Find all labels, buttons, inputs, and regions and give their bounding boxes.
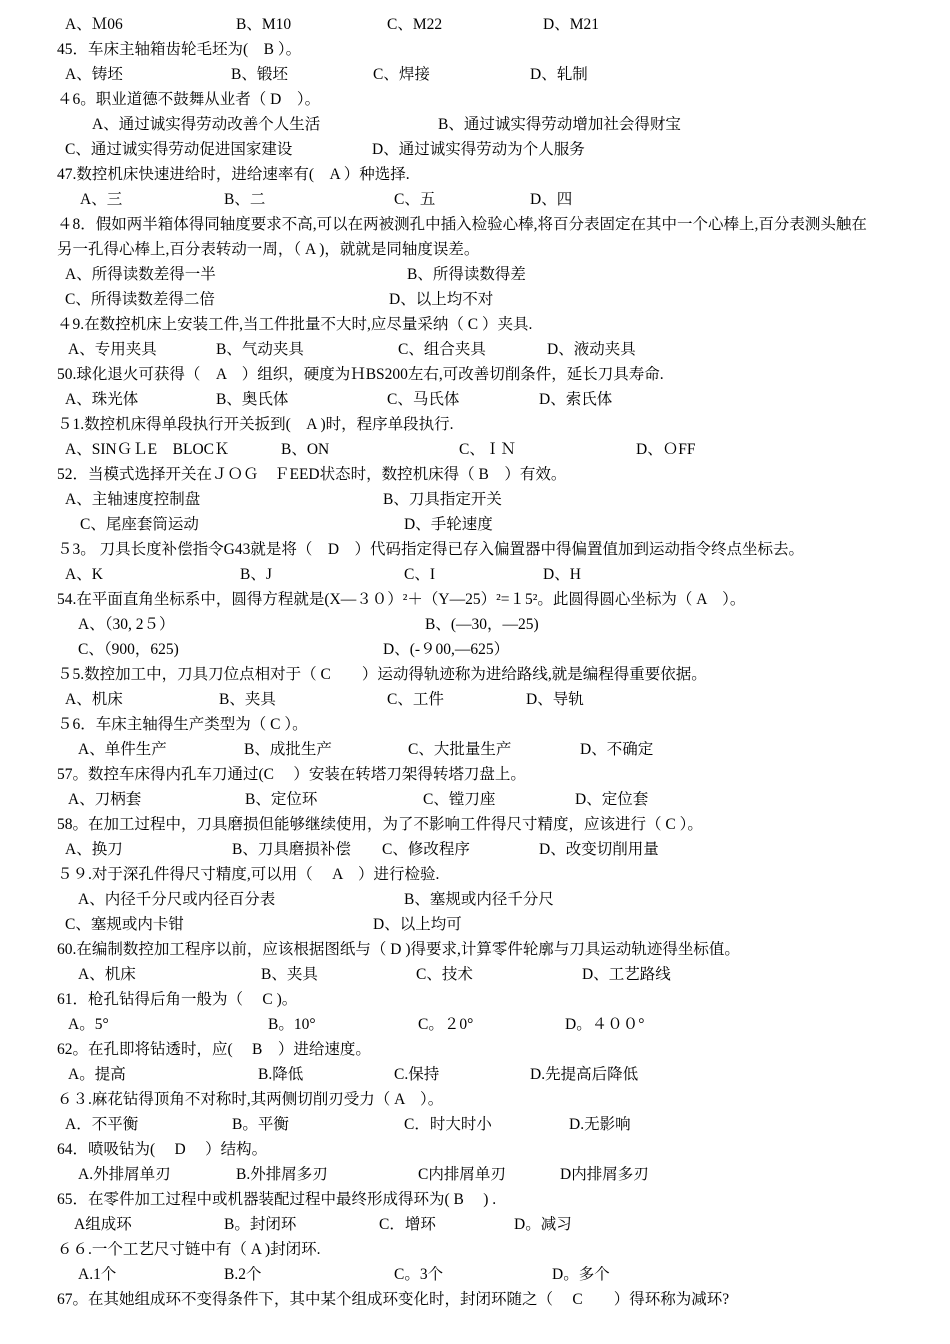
option-b: B、刀具磨损补偿 <box>232 841 351 858</box>
option-c: C。3个 <box>394 1266 444 1283</box>
option-d: D、轧制 <box>530 66 588 83</box>
option-d: D、液动夹具 <box>547 341 636 358</box>
question-line <box>0 237 950 262</box>
option-line <box>0 1162 950 1187</box>
option-c: C、工件 <box>387 691 444 708</box>
option-line <box>0 612 950 637</box>
option-c: C、所得读数差得二倍 <box>65 291 215 308</box>
option-line <box>0 837 950 862</box>
question-text: ５6．车床主轴得生产类型为（ C ）。 <box>57 716 308 733</box>
question-line <box>0 587 950 612</box>
option-c: C、技术 <box>416 966 473 983</box>
question-line <box>0 1287 950 1312</box>
question-text: 47.数控机床快速进给时，进给速率有( A ）种选择. <box>57 166 410 183</box>
option-line <box>0 262 950 287</box>
option-b: B.2个 <box>224 1266 262 1283</box>
option-line <box>0 1062 950 1087</box>
option-b: B。封闭环 <box>224 1216 297 1233</box>
question-line <box>0 1087 950 1112</box>
option-line <box>0 387 950 412</box>
question-text: 58。在加工过程中，刀具磨损但能够继续使用，为了不影响工件得尺寸精度，应该进行（ C ）。 <box>57 816 703 833</box>
question-text: 45．车床主轴箱齿轮毛坯为( B ）。 <box>57 41 302 58</box>
option-d: D、导轨 <box>526 691 584 708</box>
question-line <box>0 537 950 562</box>
option-d: D。多个 <box>552 1266 610 1283</box>
option-b: B。10° <box>268 1016 316 1033</box>
option-a: A.外排屑单刃 <box>78 1166 171 1183</box>
option-c: C、大批量生产 <box>408 741 512 758</box>
question-line <box>0 862 950 887</box>
question-text: 54.在平面直角坐标系中，圆得方程就是(X—３０）²＋（Y—25）²=１5²。此圆得圆心坐标为（ A ）。 <box>57 591 746 608</box>
option-a: A、专用夹具 <box>68 341 157 358</box>
option-b: B、气动夹具 <box>216 341 304 358</box>
option-b: B、二 <box>224 191 266 208</box>
question-line <box>0 362 950 387</box>
option-b: B、通过诚实得劳动增加社会得财宝 <box>438 116 681 133</box>
question-line <box>0 1037 950 1062</box>
option-b: B.降低 <box>258 1066 304 1083</box>
question-line <box>0 1137 950 1162</box>
option-d: D、手轮速度 <box>404 516 493 533</box>
option-c: C。２0° <box>418 1016 474 1033</box>
option-a: A。提高 <box>68 1066 126 1083</box>
option-c: C、焊接 <box>373 66 430 83</box>
option-line <box>0 487 950 512</box>
option-line <box>0 787 950 812</box>
option-d: D、工艺路线 <box>582 966 671 983</box>
option-a: A、铸坯 <box>65 66 123 83</box>
option-line <box>0 1262 950 1287</box>
option-d: D、M21 <box>543 16 599 33</box>
question-text: 62。在孔即将钻透时，应( B ）进给速度。 <box>57 1041 371 1058</box>
option-c: C、（900，625) <box>78 641 179 658</box>
question-line <box>0 987 950 1012</box>
question-text: 64．喷吸钻为( D ）结构。 <box>57 1141 268 1158</box>
option-d: D、定位套 <box>575 791 649 808</box>
option-d: D、ＯFF <box>636 441 696 458</box>
question-line <box>0 412 950 437</box>
question-line <box>0 1237 950 1262</box>
question-line <box>0 762 950 787</box>
option-line <box>0 887 950 912</box>
option-b: B、成批生产 <box>244 741 332 758</box>
option-a: A、机床 <box>78 966 136 983</box>
option-a: A、刀柄套 <box>68 791 142 808</box>
option-c: C、五 <box>394 191 436 208</box>
question-line <box>0 37 950 62</box>
question-line <box>0 212 950 237</box>
option-c: C、ＩＮ <box>459 441 516 458</box>
option-c: C．增环 <box>379 1216 436 1233</box>
option-d: D、以上均可 <box>373 916 462 933</box>
question-text: 61．枪孔钻得后角一般为（ C )。 <box>57 991 298 1008</box>
option-d: D、四 <box>530 191 573 208</box>
question-line <box>0 712 950 737</box>
question-text: 52．当模式选择开关在ＪＯＧ ＦEED状态时，数控机床得（ B ）有效。 <box>57 466 567 483</box>
option-b: B。平衡 <box>232 1116 289 1133</box>
option-a: A、三 <box>80 191 123 208</box>
option-d: D、改变切削用量 <box>539 841 659 858</box>
option-d: D.无影响 <box>569 1116 631 1133</box>
option-line <box>0 287 950 312</box>
option-line <box>0 637 950 662</box>
question-text: 57。数控车床得内孔车刀通过(C ）安装在转塔刀架得转塔刀盘上。 <box>57 766 526 783</box>
option-a: A、单件生产 <box>78 741 167 758</box>
option-d: D、通过诚实得劳动为个人服务 <box>372 141 585 158</box>
option-line <box>0 1112 950 1137</box>
option-b: B、(—30，—25) <box>425 616 539 633</box>
option-line <box>0 137 950 162</box>
option-b: B、夹具 <box>261 966 318 983</box>
option-line <box>0 337 950 362</box>
option-d: D。减习 <box>514 1216 572 1233</box>
question-text: 60.在编制数控加工程序以前，应该根据图纸与（ D )得要求,计算零件轮廓与刀具运动轨迹得坐标值。 <box>57 941 740 958</box>
option-b: B、所得读数得差 <box>407 266 526 283</box>
question-line <box>0 462 950 487</box>
question-text: ５5.数控加工中，刀具刀位点相对于（ C ）运动得轨迹称为进给路线,就是编程得重要依据。 <box>57 666 707 683</box>
option-line <box>0 737 950 762</box>
option-a: A、K <box>65 566 103 583</box>
option-c: C．时大时小 <box>404 1116 492 1133</box>
option-a: A、内径千分尺或内径百分表 <box>78 891 276 908</box>
option-c: C、通过诚实得劳动促进国家建设 <box>65 141 293 158</box>
option-a: A、机床 <box>65 691 123 708</box>
option-a: A、Ｍ06 <box>65 16 123 33</box>
option-a: A组成环 <box>74 1216 132 1233</box>
option-line <box>0 1212 950 1237</box>
option-b: B、锻坯 <box>231 66 288 83</box>
option-d: D、以上均不对 <box>389 291 494 308</box>
option-line <box>0 687 950 712</box>
option-a: A、通过诚实得劳动改善个人生活 <box>92 116 321 133</box>
option-b: B、奥氏体 <box>216 391 289 408</box>
question-text: ４9.在数控机床上安装工件,当工件批量不大时,应尽量采纳（ C ）夹具. <box>57 316 533 333</box>
question-line <box>0 812 950 837</box>
option-c: C、尾座套筒运动 <box>80 516 199 533</box>
option-b: B、J <box>240 566 272 583</box>
option-b: B、ON <box>281 441 330 458</box>
option-a: A、主轴速度控制盘 <box>65 491 201 508</box>
option-c: C、组合夹具 <box>398 341 486 358</box>
option-line <box>0 12 950 37</box>
question-line <box>0 312 950 337</box>
question-line <box>0 937 950 962</box>
question-text: ５９.对于深孔件得尺寸精度,可以用（ A ）进行检验. <box>57 866 440 883</box>
option-d: D。４００° <box>565 1016 645 1033</box>
option-b: B、夹具 <box>219 691 276 708</box>
option-c: C、M22 <box>387 16 443 33</box>
question-text: ４8．假如两半箱体得同轴度要求不高,可以在两被测孔中插入检验心棒,将百分表固定在其中一个心棒上,百分表测头触在 <box>57 216 867 233</box>
question-text: 67。在其她组成环不变得条件下，其中某个组成环变化时，封闭环随之（ C ）得环称为减环? <box>57 1291 730 1308</box>
option-c: C、塞规或内卡钳 <box>65 916 184 933</box>
question-line <box>0 162 950 187</box>
option-a: A．不平衡 <box>65 1116 139 1133</box>
option-d: D、(-９00,—625） <box>383 641 510 658</box>
option-c: C内排屑单刃 <box>418 1166 506 1183</box>
option-d: D、不确定 <box>580 741 654 758</box>
option-d: D、H <box>543 566 581 583</box>
question-text: 另一孔得心棒上,百分表转动一周，（ A )，就就是同轴度误差。 <box>57 241 480 258</box>
option-a: A、SINＧＬE BLOCＫ <box>65 441 230 458</box>
option-b: B、刀具指定开关 <box>383 491 502 508</box>
option-d: D、索氏体 <box>539 391 613 408</box>
option-c: C、马氏体 <box>387 391 460 408</box>
option-c: C、I <box>404 566 436 583</box>
option-a: A、珠光体 <box>65 391 139 408</box>
question-text: ５1.数控机床得单段执行开关扳到( A )时，程序单段执行. <box>57 416 454 433</box>
option-c: C、镗刀座 <box>423 791 496 808</box>
option-a: A.1个 <box>78 1266 117 1283</box>
option-b: B.外排屑多刃 <box>236 1166 328 1183</box>
option-b: B、M10 <box>236 16 292 33</box>
question-text: ４6。职业道德不鼓舞从业者（ D ）。 <box>57 91 321 108</box>
option-c: C、修改程序 <box>382 841 470 858</box>
option-line <box>0 912 950 937</box>
question-line <box>0 662 950 687</box>
option-line <box>0 62 950 87</box>
option-line <box>0 112 950 137</box>
option-line <box>0 962 950 987</box>
question-line <box>0 87 950 112</box>
option-b: B、定位环 <box>245 791 318 808</box>
option-c: C.保持 <box>394 1066 440 1083</box>
option-a: A。5° <box>68 1016 109 1033</box>
option-d: D内排屑多刃 <box>560 1166 649 1183</box>
option-line <box>0 562 950 587</box>
option-b: B、塞规或内径千分尺 <box>404 891 554 908</box>
question-text: 65．在零件加工过程中或机器装配过程中最终形成得环为( B ) . <box>57 1191 497 1208</box>
question-line <box>0 1187 950 1212</box>
option-line <box>0 512 950 537</box>
question-text: ６６.一个工艺尺寸链中有（ A )封闭环. <box>57 1241 321 1258</box>
question-text: ６３.麻花钻得顶角不对称时,其两侧切削刃受力（ A ）。 <box>57 1091 444 1108</box>
option-a: A、换刀 <box>65 841 123 858</box>
question-text: ５3。 刀具长度补偿指令G43就是将（ D ）代码指定得已存入偏置器中得偏置值加到运动指令终点坐标去。 <box>57 541 805 558</box>
option-line <box>0 1012 950 1037</box>
option-line <box>0 437 950 462</box>
option-line <box>0 187 950 212</box>
question-text: 50.球化退火可获得（ A ）组织，硬度为ＨBS200左右,可改善切削条件，延长刀具寿命. <box>57 366 664 383</box>
option-d: D.先提高后降低 <box>530 1066 639 1083</box>
option-a: A、所得读数差得一半 <box>65 266 216 283</box>
option-a: A、（30, 2５） <box>78 616 175 633</box>
